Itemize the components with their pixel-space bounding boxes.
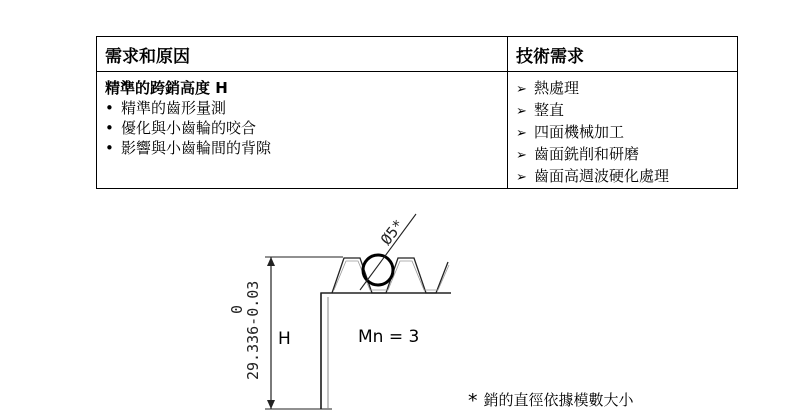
requirements-table <box>96 36 738 189</box>
dimension-tolerance: 0 <box>228 304 246 314</box>
reasons-cell <box>97 72 508 189</box>
table-body-row <box>97 72 738 189</box>
module-label: Mn = 3 <box>358 327 420 347</box>
note-text: 銷的直徑依據模數大小 <box>483 391 634 409</box>
header-requirements-reasons: 需求和原因 <box>97 37 508 72</box>
tech-requirement-item: ➢ 齒面高週波硬化處理 <box>516 166 737 188</box>
reason-item: • 優化與小齒輪的咬合 <box>105 118 507 138</box>
dimension-arrow-top <box>267 257 275 266</box>
header-technical-requirements: 技術需求 <box>508 37 738 72</box>
tech-requirement-item: ➢ 整直 <box>516 100 737 122</box>
reason-list <box>105 98 507 158</box>
reason-item: • 影響與小齒輪間的背隙 <box>105 138 507 158</box>
tech-requirement-list <box>516 78 737 188</box>
tech-requirement-item: ➢ 四面機械加工 <box>516 122 737 144</box>
height-label: H <box>278 329 291 349</box>
note-asterisk: * <box>468 390 478 412</box>
dimension-value: 29.336-0.03 <box>244 280 262 380</box>
tech-requirements-cell <box>508 72 738 189</box>
table-header-row <box>97 37 738 72</box>
rack-pin-drawing <box>0 190 808 419</box>
rack-body-outline <box>321 293 451 409</box>
reason-item: • 精準的齒形量測 <box>105 98 507 118</box>
reason-title: 精準的跨銷高度 H <box>105 79 228 97</box>
pin-diameter-note <box>468 388 634 410</box>
pin-diameter-label: Ø5* <box>376 216 408 249</box>
tech-requirement-item: ➢ 齒面銑削和研磨 <box>516 144 737 166</box>
dimension-arrow-bottom <box>267 400 275 409</box>
tech-requirement-item: ➢ 熱處理 <box>516 78 737 100</box>
